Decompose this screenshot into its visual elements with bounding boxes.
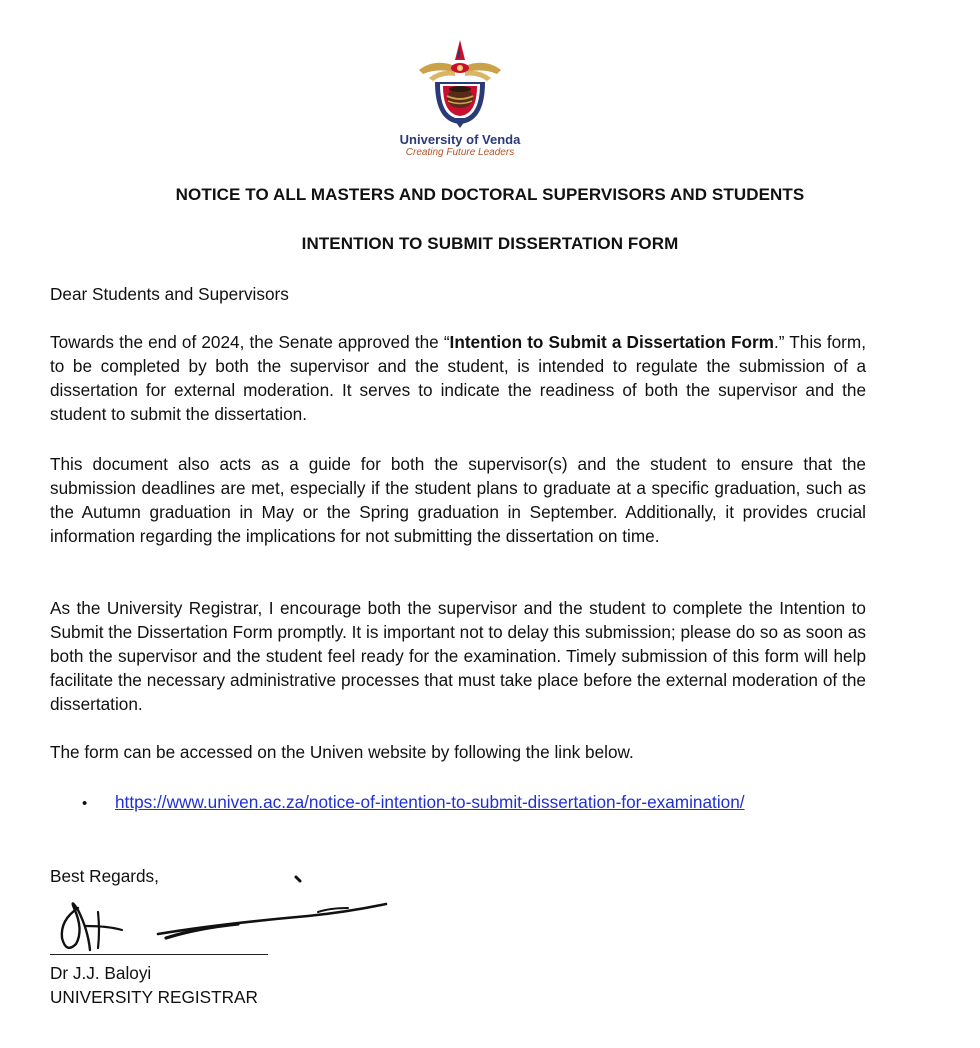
closing: Best Regards, — [50, 866, 159, 886]
p1-text-before: Towards the end of 2024, the Senate approved the “ — [50, 332, 450, 352]
form-link[interactable]: https://www.univen.ac.za/notice-of-intention-to-submit-dissertation-for-examination/ — [115, 792, 745, 812]
paragraph-registrar — [50, 596, 866, 716]
university-logo — [370, 38, 550, 166]
p3-text: As the University Registrar, I encourage both the supervisor and the student to complete the Intention to Submit the Dissertation Form promptly. It is important not to delay this submission; please do so as soon as both the supervisor and the student feel ready for the examination. Timely submission of this form will help facilitate the necessary administrative processes that must take place before the external moderation of the dissertation. — [50, 598, 866, 714]
paragraph-guide — [50, 452, 866, 548]
signature-line — [50, 954, 268, 955]
signatory-name: Dr J.J. Baloyi — [50, 963, 152, 983]
paragraph-senate-approval — [50, 330, 866, 426]
p1-text-after: .” This form, to be completed by both the supervisor and the student, is intended to regulate the submission of a dissertation for external moderation. It serves to indicate the readiness of both the supervisor and the student to submit the dissertation. — [50, 332, 866, 424]
signature-icon — [48, 868, 393, 962]
bullet: • — [82, 795, 88, 812]
paragraph-access — [50, 740, 866, 764]
logo-university-name: University of Venda — [399, 132, 521, 147]
notice-heading: NOTICE TO ALL MASTERS AND DOCTORAL SUPERVISORS AND STUDENTS — [175, 185, 805, 204]
p2-text: This document also acts as a guide for both the supervisor(s) and the student to ensure that the submission deadlines are met, especially if the student plans to graduate at a specific graduation, such as the Autumn graduation in May or the Spring graduation in September. Additionally, it provides crucial information regarding the implications for not submitting the dissertation on time. — [50, 454, 866, 546]
salutation: Dear Students and Supervisors — [50, 284, 289, 304]
form-heading: INTENTION TO SUBMIT DISSERTATION FORM — [301, 234, 679, 253]
university-crest-icon — [415, 38, 505, 130]
logo-tagline: Creating Future Leaders — [405, 147, 515, 158]
link-list-item — [82, 790, 745, 816]
signatory-title: UNIVERSITY REGISTRAR — [50, 987, 258, 1007]
form-name-bold: Intention to Submit a Dissertation Form — [449, 332, 774, 352]
p4-text: The form can be accessed on the Univen website by following the link below. — [50, 742, 634, 762]
